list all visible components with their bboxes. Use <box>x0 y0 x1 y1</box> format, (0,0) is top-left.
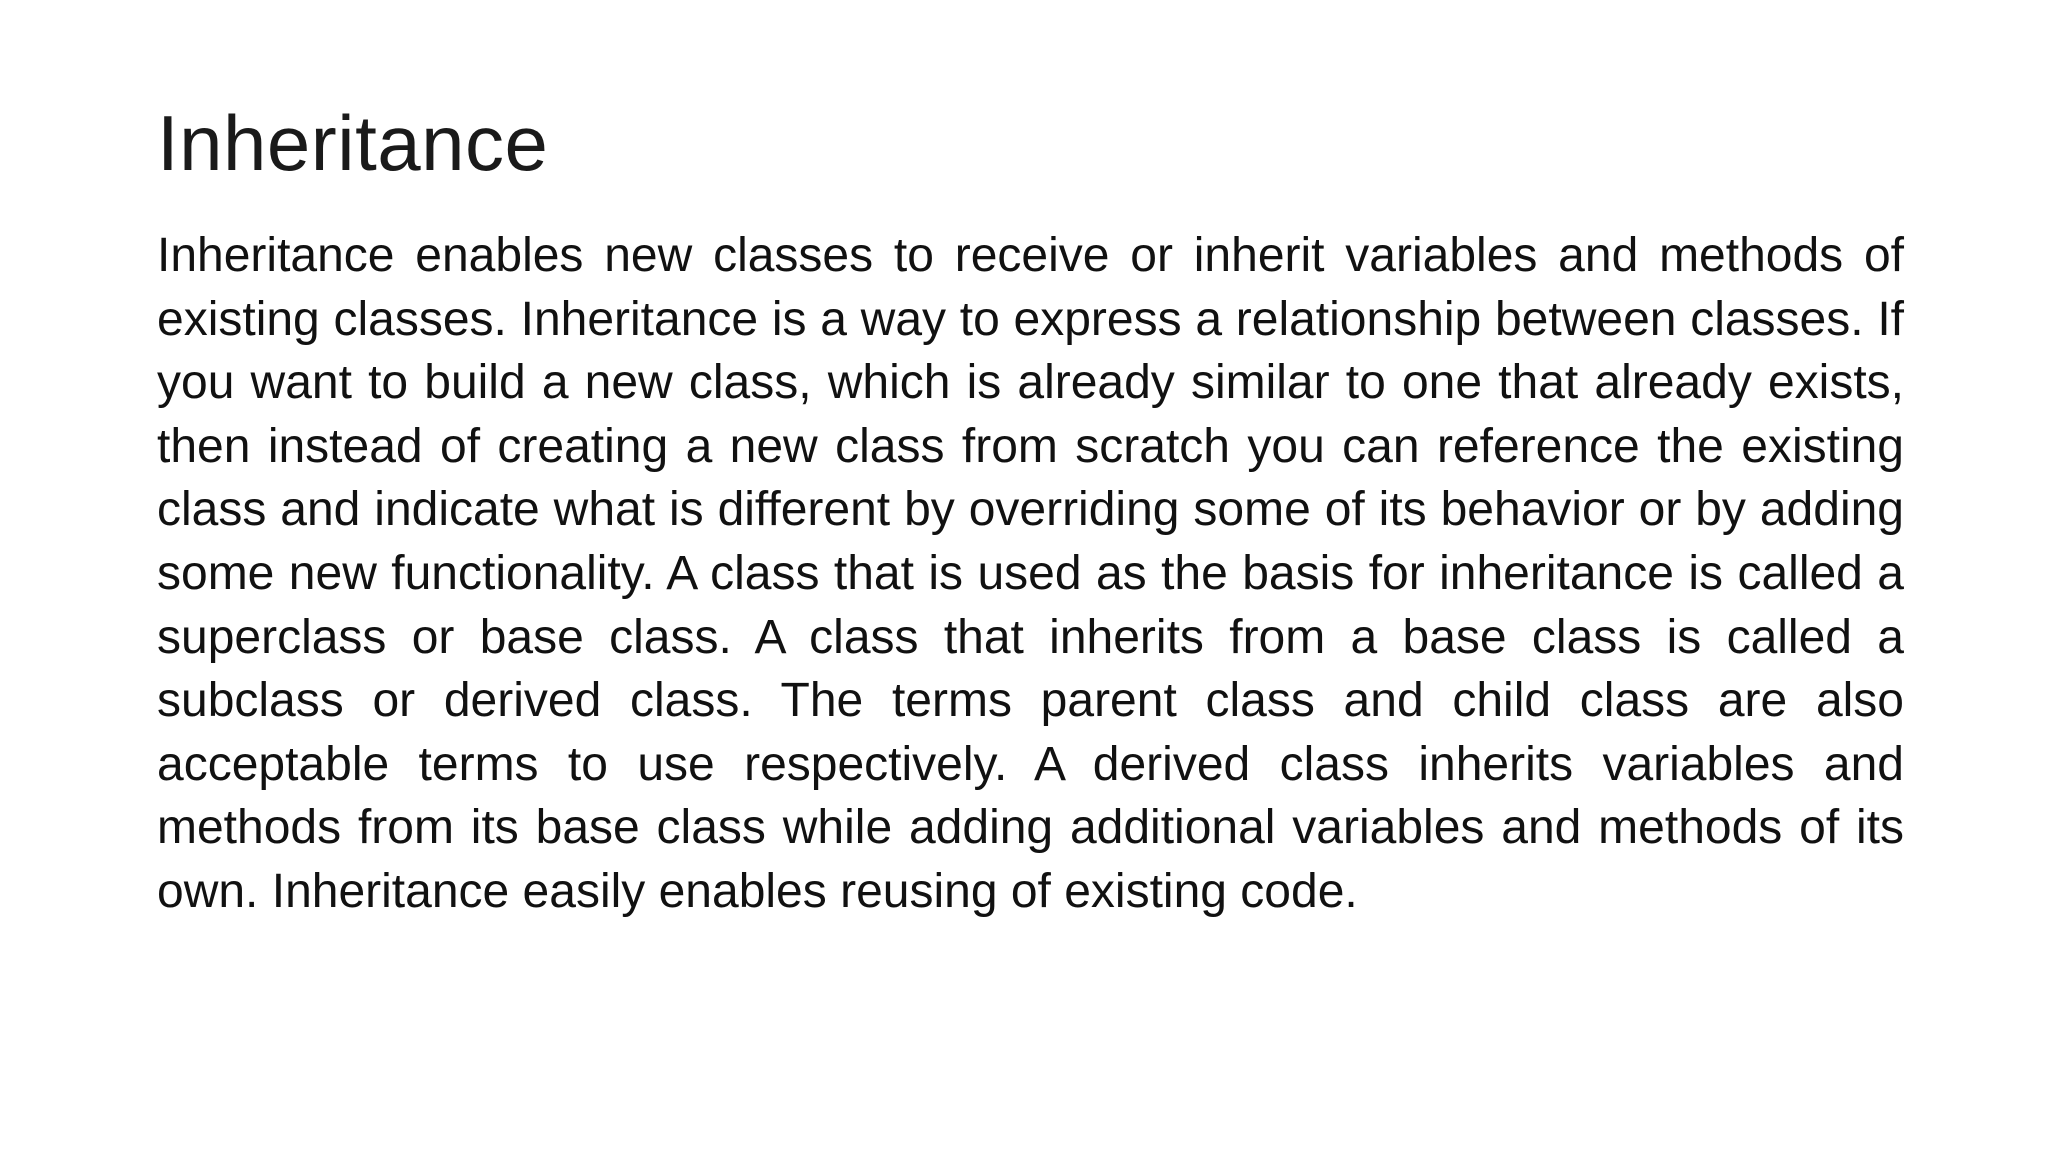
slide-title: Inheritance <box>157 99 549 187</box>
slide-body-text: Inheritance enables new classes to receive or inherit variables and methods of existing classes. Inheritance is a way to express a relationship between classes. If you want to build a new class, which is already similar to one that already exists, then instead of creating a new class from scratch you can reference the existing class and indicate what is different by overriding some of its behavior or by adding some new functionality. A class that is used as the basis for inheritance is called a superclass or base class. A class that inherits from a base class is called a subclass or derived class. The terms parent class and child class are also acceptable terms to use respectively. A derived class inherits variables and methods from its base class while adding additional variables and methods of its own. Inheritance easily enables reusing of existing code. <box>157 229 1904 918</box>
